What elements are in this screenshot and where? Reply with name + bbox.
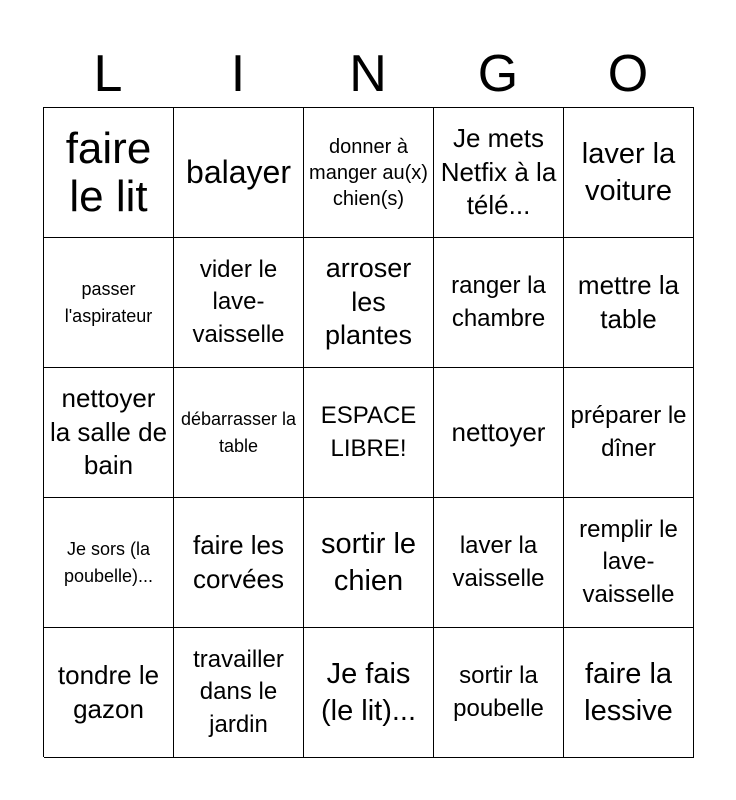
bingo-cell[interactable] xyxy=(564,108,694,238)
cell-text: préparer le dîner xyxy=(570,402,687,462)
cell-text: tondre le gazon xyxy=(57,659,160,724)
bingo-cell[interactable] xyxy=(304,498,434,628)
cell-text: balayer xyxy=(186,154,291,191)
bingo-board xyxy=(43,107,694,757)
bingo-cell[interactable] xyxy=(174,108,304,238)
header-letter-o: O xyxy=(607,45,649,103)
cell-text: vider le lave-vaisselle xyxy=(192,255,285,348)
header-letter-l: L xyxy=(93,45,123,103)
cell-text: nettoyer la salle de bain xyxy=(49,382,168,481)
cell-text: passer l'aspirateur xyxy=(64,278,153,326)
bingo-cell[interactable] xyxy=(434,498,564,628)
cell-text: Je sors (la poubelle)... xyxy=(63,538,154,586)
bingo-cell[interactable] xyxy=(564,628,694,758)
bingo-cell[interactable] xyxy=(174,238,304,368)
bingo-cell[interactable] xyxy=(44,108,174,238)
cell-text: sortir le chien xyxy=(320,528,417,597)
bingo-cell[interactable] xyxy=(44,238,174,368)
cell-text: faire les corvées xyxy=(192,529,285,594)
cell-text: donner à manger au(x) chien(s) xyxy=(309,135,428,210)
bingo-cell[interactable] xyxy=(564,238,694,368)
bingo-cell[interactable] xyxy=(304,238,434,368)
cell-text: laver la vaisselle xyxy=(452,532,545,592)
bingo-cell[interactable] xyxy=(434,238,564,368)
header-letter-n: N xyxy=(349,45,387,103)
free-space-cell[interactable] xyxy=(304,368,434,498)
bingo-cell[interactable] xyxy=(434,108,564,238)
bingo-cell[interactable] xyxy=(44,628,174,758)
cell-text: arroser les plantes xyxy=(324,252,413,351)
cell-text: travailler dans le jardin xyxy=(193,645,284,738)
cell-text: ESPACE LIBRE! xyxy=(320,402,417,462)
bingo-cell[interactable] xyxy=(564,498,694,628)
bingo-header xyxy=(43,44,693,104)
bingo-cell[interactable] xyxy=(44,498,174,628)
cell-text: mettre la table xyxy=(577,269,680,334)
cell-text: sortir la poubelle xyxy=(453,662,544,722)
bingo-cell[interactable] xyxy=(174,498,304,628)
header-letter-i: I xyxy=(230,45,246,103)
header-letter-g: G xyxy=(477,45,519,103)
cell-text: laver la voiture xyxy=(581,138,676,207)
cell-text: nettoyer xyxy=(451,416,546,447)
bingo-cell[interactable] xyxy=(304,108,434,238)
cell-text: faire la lessive xyxy=(584,658,673,727)
cell-text: Je fais (le lit)... xyxy=(320,658,417,727)
cell-text: débarrasser la table xyxy=(180,408,297,456)
bingo-cell[interactable] xyxy=(304,628,434,758)
cell-text: Je mets Netfix à la télé... xyxy=(440,122,557,221)
cell-text: remplir le lave-vaisselle xyxy=(579,515,678,608)
bingo-cell[interactable] xyxy=(174,628,304,758)
bingo-cell[interactable] xyxy=(174,368,304,498)
bingo-cell[interactable] xyxy=(44,368,174,498)
bingo-cell[interactable] xyxy=(564,368,694,498)
cell-text: ranger la chambre xyxy=(451,272,546,332)
cell-text: faire le lit xyxy=(65,123,152,221)
bingo-cell[interactable] xyxy=(434,368,564,498)
bingo-cell[interactable] xyxy=(434,628,564,758)
